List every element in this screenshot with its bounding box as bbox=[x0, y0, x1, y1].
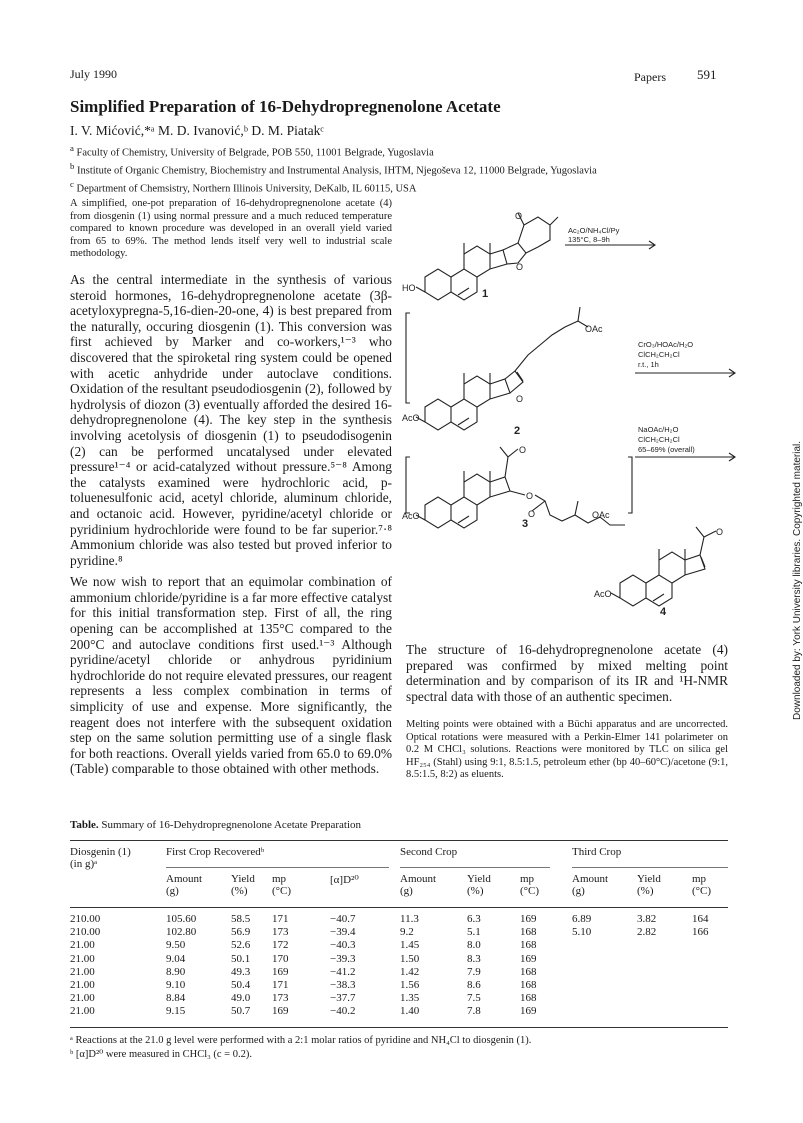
table-cell: 9.15 bbox=[166, 1005, 186, 1018]
table-cell: 173 bbox=[272, 926, 289, 939]
substituent-aco-4: AcO bbox=[594, 589, 612, 599]
table-cell: 5.10 bbox=[572, 926, 592, 939]
conditions-step3-line3: 65–69% (overall) bbox=[638, 445, 695, 454]
table-header-diosgenin: Diosgenin (1) (in g)ᵃ bbox=[70, 846, 131, 870]
table-cell: 11.3 bbox=[400, 913, 419, 925]
table-cell: 6.89 bbox=[572, 913, 592, 925]
table-cell: 21.00 bbox=[70, 979, 95, 991]
table-cell: 169 bbox=[272, 1005, 289, 1018]
table-cell: −40.2 bbox=[330, 1005, 356, 1018]
paragraph-report: We now wish to report that an equimolar combination of ammonium chloride/pyridine is a far more effective catalyst for this initial transformation step. First of all, the ring opening can be accomplished at 135°C compared to the 200°C and autoclave conditions first used.¹⁻³ Although pyridine/acetyl chloride or anhydrous pyridinium hydrochloride do not require elevated pressures, our reagent represents a less complex combination in terms of simplicity of use and expense. More significantly, the reagent does not interfere with the subsequent oxidation step on the same solution permitting use of a single flask for both reactions. Overall yields varied from 65.0 to 69.0% (Table) comparable to those obtained with other methods. bbox=[70, 574, 392, 777]
table-cell: 5.1 bbox=[467, 926, 481, 939]
table-cell: 9.10 bbox=[166, 979, 186, 991]
ester-oxygen-3: O bbox=[526, 491, 534, 501]
substituent-oac-3: OAc bbox=[592, 510, 610, 520]
conditions-step2-line2: ClCH₂CH₂Cl bbox=[638, 350, 680, 359]
table-cell: 6.3 bbox=[467, 913, 481, 925]
table-cell: 9.2 bbox=[400, 926, 414, 939]
ring-oxygen-1: O bbox=[516, 262, 524, 272]
ring-oxygen-2: O bbox=[516, 394, 524, 404]
table-cell: 8.6 bbox=[467, 979, 481, 991]
table-cell: 210.00 bbox=[70, 913, 101, 925]
table-cell: 169 bbox=[520, 952, 537, 965]
table-cell: 169 bbox=[272, 965, 289, 978]
table-cell: 3.82 bbox=[637, 913, 657, 925]
table-cell: 21.00 bbox=[70, 965, 95, 978]
table-cell: 49.0 bbox=[231, 992, 251, 1005]
table-top-rule bbox=[70, 840, 728, 841]
table-cell: 173 bbox=[272, 992, 289, 1005]
conditions-step3-line1: NaOAc/H₂O bbox=[638, 425, 679, 434]
table-cell: 8.3 bbox=[467, 952, 481, 965]
conditions-step1-line2: 135°C, 8–9h bbox=[568, 235, 610, 244]
table-cell: 52.6 bbox=[231, 939, 251, 952]
table-cell: 168 bbox=[520, 939, 537, 952]
table-cell: 21.00 bbox=[70, 992, 95, 1005]
table-cell: 168 bbox=[520, 979, 537, 991]
table-cell: 1.35 bbox=[400, 992, 420, 1005]
table-cell: 169 bbox=[520, 913, 537, 925]
affiliation-a: $^a$ Faculty of Chemistry, University of Belgrade, POB 550, 11001 Belgrade, Yugoslavia bbox=[70, 143, 434, 159]
table-cell: 2.82 bbox=[637, 926, 657, 939]
table-group-second: Second Crop bbox=[400, 846, 458, 858]
table-cell: 168 bbox=[520, 992, 537, 1005]
table-cell: 168 bbox=[520, 965, 537, 978]
affiliation-b: $^b$ Institute of Organic Chemistry, Biochemistry and Instrumental Analysis, IHTM, Njegoševa 12, 11000 Belgrade, Yugoslavia bbox=[70, 161, 597, 177]
table-cell: 50.1 bbox=[231, 952, 251, 965]
carbonyl-oxygen-3: O bbox=[528, 509, 536, 519]
affiliations bbox=[70, 142, 730, 196]
compound-label-3: 3 bbox=[522, 518, 529, 530]
table-cell: 21.00 bbox=[70, 1005, 95, 1018]
table-cell: 210.00 bbox=[70, 926, 101, 939]
table-subheader-second-0: Amount (g) bbox=[400, 873, 437, 897]
compound-4-structure bbox=[611, 527, 716, 606]
body-left-column bbox=[70, 272, 392, 783]
table-cell: 7.9 bbox=[467, 965, 481, 978]
table-group-rule-3 bbox=[572, 867, 728, 868]
table-cell: 21.00 bbox=[70, 952, 95, 965]
table-group-first: First Crop Recoveredᵇ bbox=[166, 846, 265, 858]
table-cell: 7.8 bbox=[467, 1005, 481, 1018]
paragraph-experimental: Melting points were obtained with a Büchi apparatus and are uncorrected. Optical rotations were measured with a Perkin-Elmer 141 polarimeter on 0.2 M CHCl₃ solutions. Reactions were monitored by TLC on silica gel HF₂₅₄ (Stahl) using 9:1, 8.5:1.5, petroleum ether (bp 40–60°C)/acetone (9:1, 8.5:1.5, 8:2) as eluents. bbox=[406, 719, 728, 780]
compound-1-structure bbox=[416, 213, 558, 300]
table-cell: 171 bbox=[272, 913, 289, 925]
table-subheader-third-2: mp (°C) bbox=[692, 873, 712, 897]
reaction-scheme bbox=[400, 195, 740, 635]
table-subheader-first-1: Yield (%) bbox=[231, 873, 255, 897]
table-cell: 1.50 bbox=[400, 952, 420, 965]
table-cell: 166 bbox=[692, 926, 709, 939]
table-cell: −37.7 bbox=[330, 992, 356, 1005]
header-date: July 1990 bbox=[70, 67, 118, 81]
conditions-step1-line1: Ac₂O/NH₄Cl/Py bbox=[568, 226, 620, 235]
authors: I. V. Mićović,*ᵃ M. D. Ivanović,ᵇ D. M. Piatakᶜ bbox=[70, 123, 324, 138]
table-bottom-rule bbox=[70, 1027, 728, 1028]
table-cell: 171 bbox=[272, 979, 289, 991]
compound-label-2: 2 bbox=[514, 425, 521, 437]
table-group-rule-2 bbox=[400, 867, 550, 868]
article-title: Simplified Preparation of 16-Dehydropregnenolone Acetate bbox=[70, 97, 501, 116]
page-number: 591 bbox=[697, 67, 717, 82]
header-section: Papers bbox=[634, 70, 666, 84]
table-cell: 8.84 bbox=[166, 992, 186, 1005]
table-cell: 8.90 bbox=[166, 965, 186, 978]
table-cell: 168 bbox=[520, 926, 537, 939]
table-cell: 8.0 bbox=[467, 939, 481, 952]
substituent-aco-3: AcO bbox=[402, 511, 420, 521]
table-cell: 21.00 bbox=[70, 939, 95, 952]
table-cell: 170 bbox=[272, 952, 289, 965]
ketone-oxygen-4: O bbox=[716, 527, 724, 537]
compound-label-4: 4 bbox=[660, 606, 667, 618]
table-cell: 1.45 bbox=[400, 939, 420, 952]
table-cell: 49.3 bbox=[231, 965, 251, 978]
table-subheader-third-1: Yield (%) bbox=[637, 873, 661, 897]
table-footnote-b: ᵇ [α]D²⁰ were measured in CHCl₃ (c = 0.2). bbox=[70, 1049, 252, 1060]
substituent-oac-2: OAc bbox=[585, 324, 603, 334]
table-cell: 105.60 bbox=[166, 913, 197, 925]
download-watermark: Downloaded by: York University libraries. Copyrighted material. bbox=[792, 440, 803, 720]
paragraph-structure: The structure of 16-dehydropregnenolone acetate (4) prepared was confirmed by mixed melting point determination and by comparison of its IR and ¹H-NMR spectral data with those of an authentic specimen. bbox=[406, 642, 728, 704]
table-subheader-first-0: Amount (g) bbox=[166, 873, 203, 897]
table-subheader-first-2: mp (°C) bbox=[272, 873, 292, 897]
table-group-rule-1 bbox=[166, 867, 389, 868]
table-cell: −39.4 bbox=[330, 926, 356, 939]
table-cell: 169 bbox=[520, 1005, 537, 1018]
affiliation-c: $^c$ Department of Chemsistry, Northern Illinois University, DeKalb, IL 60115, USA bbox=[70, 179, 417, 195]
compound-2-structure bbox=[416, 307, 588, 430]
table-cell: 1.56 bbox=[400, 979, 420, 991]
substituent-ho: HO bbox=[402, 283, 416, 293]
table-cell: 56.9 bbox=[231, 926, 251, 939]
table-cell: −40.7 bbox=[330, 913, 356, 925]
table-footnote-a: ᵃ Reactions at the 21.0 g level were performed with a 2:1 molar ratios of pyridine and NH₄Cl to diosgenin (1). bbox=[70, 1035, 532, 1046]
paragraph-intro: As the central intermediate in the synthesis of various steroid hormones, 16-dehydropregnenolone acetate (3β-acetyloxypregna-5,16-dien-20-one, 4) is best prepared from the naturally, occuring diosgenin (1). This conversion was first achieved by Marker and co-workers,¹⁻³ who discovered that the spiroketal ring system could be opened with acetic anhydride under autoclave conditions. Oxidation of the resultant pseudodiosgenin (2), followed by hydrolysis of diozon (3) eventually afforded the desired 16-dehydropregnenolone (4). The key step in the synthesis involving acetolysis of diosgenin (1) to pseudodisogenin (2) can be performed uncatalysed under elevated pressure¹⁻⁴ or acid-catalyzed without pressure.⁵⁻⁸ Among the catalysts examined were hydrochloric acid, p-toluenesulfonic acid, acetyl chloride, aluminum chloride, and octanoic acid. However, pyridine/acetyl chloride or pyridinium hydrochloride were found to be far superior.⁷·⁸ Ammonium chloride was also tested but proved inferior to pyridine.⁸ bbox=[70, 272, 392, 568]
conditions-step2-line3: r.t., 1h bbox=[638, 360, 659, 369]
table-cell: −40.3 bbox=[330, 939, 356, 952]
table-cell: 50.7 bbox=[231, 1005, 251, 1018]
table-cell: −39.3 bbox=[330, 952, 356, 965]
compound-label-1: 1 bbox=[482, 288, 489, 300]
table-cell: 9.04 bbox=[166, 952, 186, 965]
table-cell: 50.4 bbox=[231, 979, 251, 991]
table-subheader-second-1: Yield (%) bbox=[467, 873, 491, 897]
table-cell: 1.42 bbox=[400, 965, 420, 978]
table-subheader-second-2: mp (°C) bbox=[520, 873, 540, 897]
ring-oxygen-1b: O bbox=[515, 211, 523, 221]
table-cell: −38.3 bbox=[330, 979, 356, 991]
conditions-step3-line2: ClCH₂CH₂Cl bbox=[638, 435, 680, 444]
table-header-rule bbox=[70, 907, 728, 908]
ketone-oxygen-3: O bbox=[519, 445, 527, 455]
table-cell: 164 bbox=[692, 913, 709, 925]
table-subheader-third-0: Amount (g) bbox=[572, 873, 609, 897]
table-cell: 9.50 bbox=[166, 939, 186, 952]
table-cell: 102.80 bbox=[166, 926, 197, 939]
table-subheader-first-3: [α]D²⁰ bbox=[330, 874, 359, 886]
substituent-aco-2: AcO bbox=[402, 413, 420, 423]
table-cell: −41.2 bbox=[330, 965, 356, 978]
conditions-step2-line1: CrO₃/HOAc/H₂O bbox=[638, 340, 694, 349]
abstract: A simplified, one-pot preparation of 16-dehydropregnenolone acetate (4) from diosgenin (1) using normal pressure and a much reduced temperature compared to known procedure was developed in an overall yield varied from 65 to 69%. The method lends itself very well to industrial scale methodology. bbox=[70, 198, 392, 259]
table-cell: 1.40 bbox=[400, 1005, 420, 1018]
table-caption: Table. Summary of 16-Dehydropregnenolone Acetate Preparation bbox=[70, 819, 362, 831]
table-group-third: Third Crop bbox=[572, 846, 622, 858]
table-cell: 58.5 bbox=[231, 913, 251, 925]
table-cell: 7.5 bbox=[467, 992, 481, 1005]
table-cell: 172 bbox=[272, 939, 289, 952]
